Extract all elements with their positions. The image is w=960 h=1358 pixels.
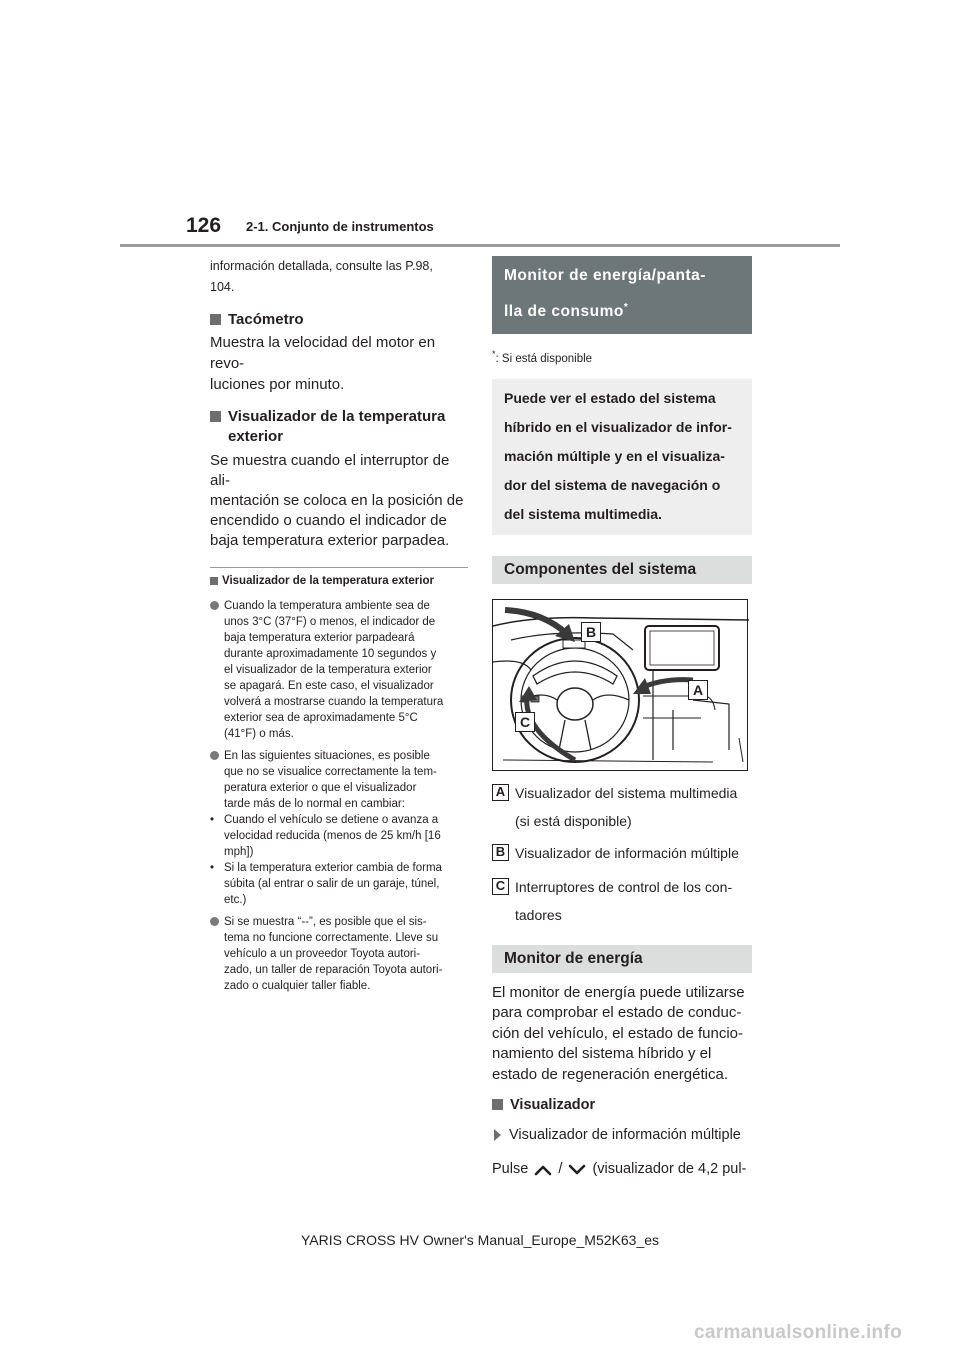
body-line: estado de regeneración energética. — [492, 1065, 729, 1083]
right-column — [492, 256, 752, 1179]
note-line: durante aproximadamente 10 segundos y — [224, 648, 437, 660]
note-bullet — [210, 914, 468, 994]
note-line: se apagará. En este caso, el visualizador — [224, 680, 434, 692]
legend-item-c — [492, 873, 752, 929]
note-line: zado, un taller de reparación Toyota autori- — [224, 964, 443, 976]
note-line: zado o cualquier taller fiable. — [224, 980, 371, 992]
note-divider — [210, 567, 468, 568]
note-line: En las siguientes situaciones, es posible — [224, 750, 430, 762]
header-rule — [120, 244, 840, 247]
square-bullet-icon — [210, 314, 221, 325]
note-bullet — [210, 598, 468, 742]
press-suffix: (visualizador de 4,2 pul- — [592, 1161, 747, 1178]
summary-line: Puede ver el estado del sistema — [504, 389, 716, 406]
legend-text: (si está disponible) — [515, 812, 632, 829]
body-line: mentación se coloca en la posición de — [210, 492, 464, 509]
heading-line — [504, 292, 742, 328]
press-instruction — [492, 1159, 752, 1179]
outside-temp-body — [210, 451, 468, 551]
summary-line: dor del sistema de navegación o — [504, 476, 721, 493]
dash-bullet-icon: • — [210, 814, 215, 826]
press-separator: / — [558, 1161, 563, 1178]
body-line: ción del vehículo, el estado de funcio- — [492, 1024, 743, 1042]
dashboard-illustration — [492, 599, 748, 771]
components-legend — [492, 779, 752, 929]
outside-temp-heading — [210, 407, 468, 447]
outside-temp-title — [228, 407, 445, 447]
circle-bullet-icon — [210, 917, 219, 926]
body-line: baja temperatura exterior parpadea. — [210, 532, 450, 549]
heading-text: lla de consumo — [504, 303, 624, 321]
legend-key: C — [492, 878, 509, 895]
note-line: súbita (al entrar o salir de un garaje, túnel, — [224, 878, 440, 890]
note-line: vehículo a un proveedor Toyota autori- — [224, 948, 421, 960]
note-title: Visualizador de la temperatura exterior — [222, 575, 434, 587]
figure-label-c: C — [515, 712, 535, 732]
legend-text: Interruptores de control de los con- — [515, 878, 733, 895]
left-column — [210, 256, 468, 994]
note-line: que no se visualice correctamente la tem- — [224, 766, 437, 778]
chevron-up-icon — [534, 1164, 552, 1176]
legend-text: Visualizador de información múltiple — [515, 844, 739, 861]
legend-text: tadores — [515, 906, 562, 923]
note-dash-item — [210, 860, 468, 908]
display-item — [492, 1125, 752, 1145]
note-line: Si se muestra “--”, es posible que el sis- — [224, 916, 427, 928]
chevron-down-icon — [568, 1164, 586, 1176]
energy-consumption-heading — [492, 256, 752, 334]
components-heading: Componentes del sistema — [492, 556, 752, 584]
dash-bullet-icon: • — [210, 862, 215, 874]
display-item-text: Visualizador de información múltiple — [509, 1127, 741, 1144]
tachometer-heading — [210, 310, 468, 330]
asterisk-mark: * — [492, 349, 496, 360]
intro-line: información detallada, consulte las P.98, — [210, 259, 433, 273]
body-line: para comprobar el estado de conduc- — [492, 1004, 742, 1022]
body-line: Muestra la velocidad del motor en revo- — [210, 334, 436, 372]
body-line: encendido o cuando el indicador de — [210, 512, 447, 529]
body-line: luciones por minuto. — [210, 376, 345, 393]
note-line: peratura exterior o que el visualizador — [224, 782, 417, 794]
energy-monitor-body — [492, 983, 752, 1086]
press-prefix: Pulse — [492, 1161, 529, 1178]
summary-box — [492, 379, 752, 535]
note-line: baja temperatura exterior parpadeará — [224, 632, 415, 644]
section-header: 2-1. Conjunto de instrumentos — [246, 219, 434, 234]
legend-key: A — [492, 784, 509, 801]
note-line: tarde más de lo normal en cambiar: — [224, 798, 405, 810]
note-dash-item — [210, 812, 468, 860]
heading-line: Monitor de energía/panta- — [504, 267, 706, 284]
asterisk-mark: * — [623, 302, 629, 313]
energy-monitor-heading: Monitor de energía — [492, 945, 752, 973]
summary-line: mación múltiple y en el visualiza- — [504, 447, 725, 464]
page-number: 126 — [186, 214, 222, 237]
note-line: tema no funcione correctamente. Lleve su — [224, 932, 439, 944]
figure-label-b: B — [581, 622, 601, 642]
display-title: Visualizador — [510, 1097, 596, 1114]
legend-key: B — [492, 844, 509, 861]
note-line: exterior sea de aproximadamente 5°C — [224, 712, 418, 724]
triangle-bullet-icon — [494, 1129, 501, 1141]
note-line: velocidad reducida (menos de 25 km/h [16 — [224, 830, 441, 842]
availability-note — [492, 346, 752, 367]
note-bullet — [210, 748, 468, 812]
note-line: Si la temperatura exterior cambia de forma — [224, 862, 442, 874]
summary-line: híbrido en el visualizador de infor- — [504, 418, 732, 435]
legend-text: Visualizador del sistema multimedia — [515, 784, 738, 801]
body-line: namiento del sistema híbrido y el — [492, 1045, 712, 1063]
legend-item-a — [492, 779, 752, 835]
note-line: Cuando el vehículo se detiene o avanza a — [224, 814, 439, 826]
footer-text: YARIS CROSS HV Owner's Manual_Europe_M52K63_es — [300, 1232, 660, 1248]
note-line: el visualizador de la temperatura exterior — [224, 664, 432, 676]
note-line: etc.) — [224, 894, 247, 906]
intro-line: 104. — [210, 280, 235, 294]
dashboard-drawing — [493, 600, 749, 772]
tachometer-body — [210, 332, 468, 395]
title-line: Visualizador de la temperatura — [228, 408, 446, 425]
note-line: Cuando la temperatura ambiente sea de — [224, 600, 430, 612]
circle-bullet-icon — [210, 751, 219, 760]
note-heading — [210, 573, 468, 589]
availability-text: : Si está disponible — [495, 352, 593, 365]
figure-label-a: A — [688, 680, 708, 700]
legend-item-b — [492, 839, 752, 867]
summary-line: del sistema multimedia. — [504, 505, 662, 522]
display-heading — [492, 1095, 752, 1115]
body-line: El monitor de energía puede utilizarse — [492, 983, 745, 1001]
watermark: carmanualsonline.info — [694, 1322, 902, 1343]
square-bullet-icon — [492, 1099, 503, 1110]
note-line: volverá a mostrarse cuando la temperatura — [224, 696, 444, 708]
note-line: unos 3°C (37°F) o menos, el indicador de — [224, 616, 436, 628]
square-bullet-icon — [210, 411, 221, 422]
tachometer-title: Tacómetro — [228, 311, 304, 328]
note-line: (41°F) o más. — [224, 728, 294, 740]
note-line: mph]) — [224, 846, 254, 858]
body-line: Se muestra cuando el interruptor de ali- — [210, 452, 450, 489]
intro-text — [210, 256, 468, 298]
title-line: exterior — [228, 428, 284, 445]
square-bullet-icon — [210, 577, 218, 585]
circle-bullet-icon — [210, 601, 219, 610]
